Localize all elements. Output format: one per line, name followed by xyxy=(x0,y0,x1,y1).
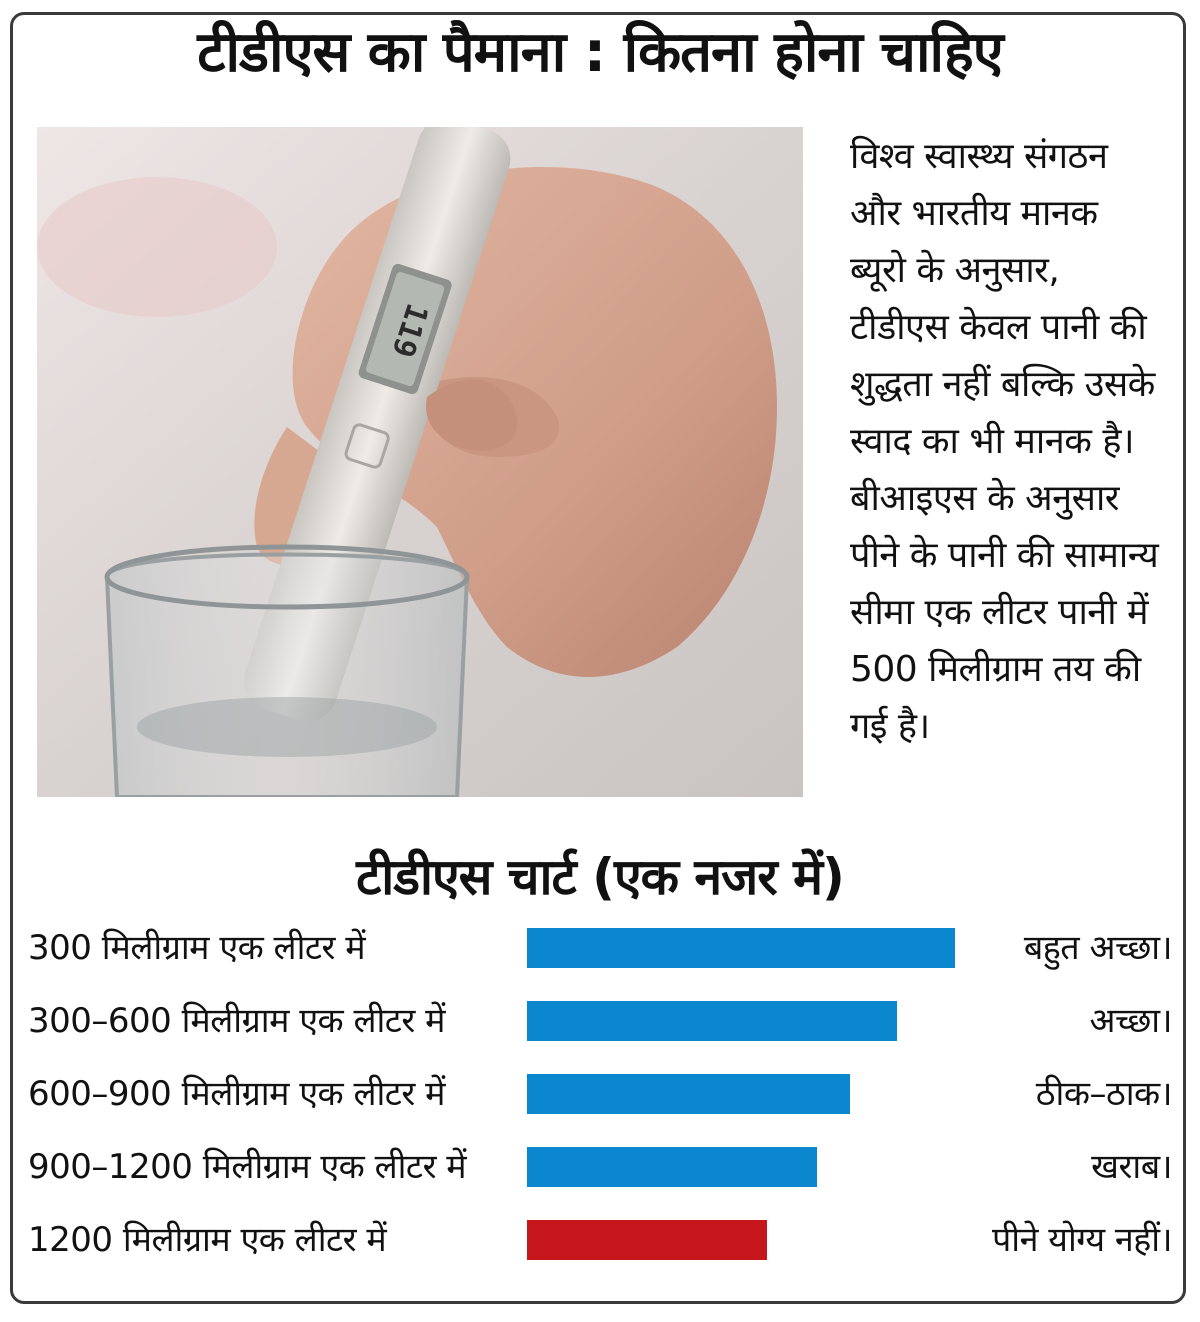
description-line: और भारतीय मानक xyxy=(850,193,1098,234)
meter-reading: 119 xyxy=(384,299,435,362)
chart-row xyxy=(0,1145,1200,1189)
chart-row-rating: ठीक–ठाक। xyxy=(1035,1074,1172,1114)
chart-row-label: 1200 मिलीग्राम एक लीटर में xyxy=(28,1220,387,1260)
description-text xyxy=(850,128,1195,755)
description-line: पीने के पानी की सामान्य xyxy=(850,535,1159,576)
chart-row-label: 900–1200 मिलीग्राम एक लीटर में xyxy=(28,1147,467,1187)
tds-meter-illustration xyxy=(37,127,803,797)
description-line: टीडीएस केवल पानी की xyxy=(850,307,1147,348)
chart-row-label: 300 मिलीग्राम एक लीटर में xyxy=(28,928,366,968)
chart-row xyxy=(0,1218,1200,1262)
tds-meter-photo xyxy=(37,127,803,797)
chart-row xyxy=(0,999,1200,1043)
description-line: विश्व स्वास्थ्य संगठन xyxy=(850,136,1108,177)
chart-row-rating: पीने योग्य नहीं। xyxy=(991,1220,1172,1260)
description-line: गई है। xyxy=(850,706,930,747)
chart-row-label: 300–600 मिलीग्राम एक लीटर में xyxy=(28,1001,445,1041)
description-line: बीआइएस के अनुसार xyxy=(850,478,1119,519)
page-title: टीडीएस का पैमाना : कितना होना चाहिए xyxy=(197,20,1003,85)
chart-row-rating: अच्छा। xyxy=(1089,1001,1172,1041)
chart-bar xyxy=(527,1147,817,1187)
chart-row-rating: बहुत अच्छा। xyxy=(1023,928,1172,968)
description-line: स्वाद का भी मानक है। xyxy=(850,421,1135,462)
tds-chart xyxy=(0,920,1200,1280)
chart-bar xyxy=(527,1074,850,1114)
chart-row xyxy=(0,1072,1200,1116)
chart-row-label: 600–900 मिलीग्राम एक लीटर में xyxy=(28,1074,445,1114)
description-line: सीमा एक लीटर पानी में xyxy=(850,592,1149,633)
chart-row xyxy=(0,926,1200,970)
chart-bar xyxy=(527,1220,767,1260)
description-line: 500 मिलीग्राम तय की xyxy=(850,649,1141,690)
chart-bar xyxy=(527,1001,897,1041)
chart-title: टीडीएस चार्ट (एक नजर में) xyxy=(356,848,844,906)
description-line: शुद्धता नहीं बल्कि उसके xyxy=(850,364,1155,405)
chart-bar xyxy=(527,928,955,968)
description-line: ब्यूरो के अनुसार, xyxy=(850,250,1060,291)
chart-row-rating: खराब। xyxy=(1091,1147,1172,1187)
